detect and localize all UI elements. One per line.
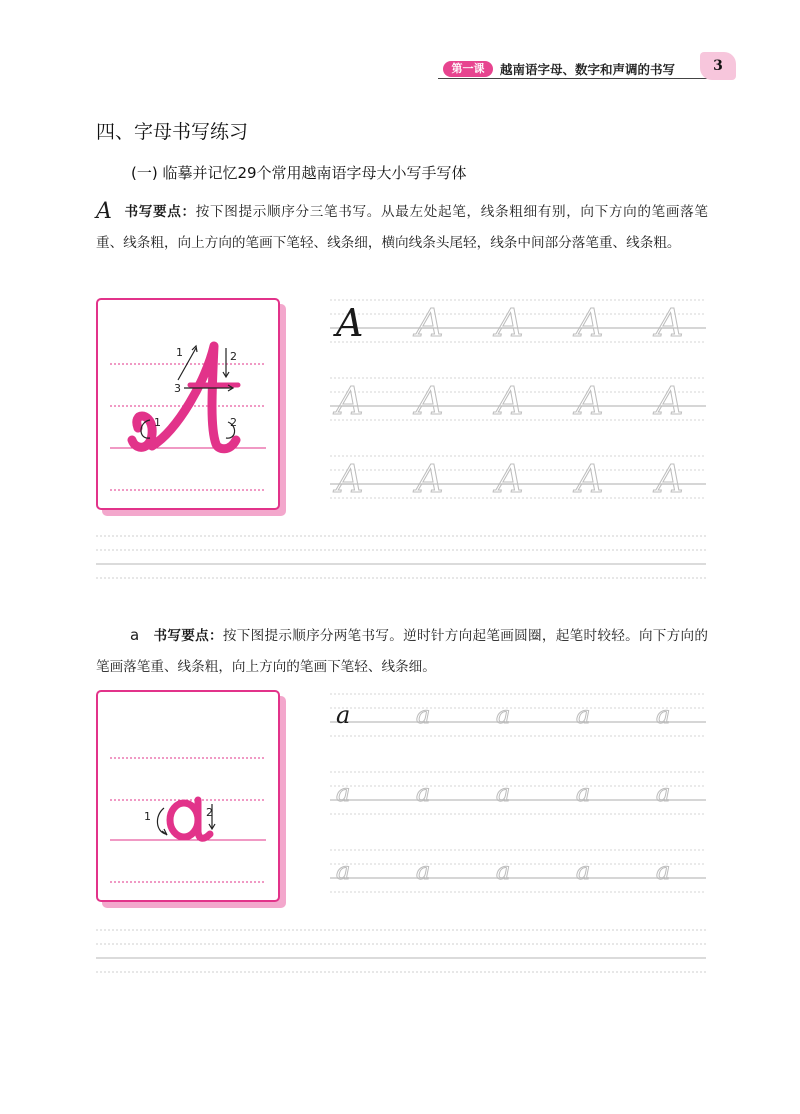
- stroke-number: 1: [144, 810, 151, 823]
- practice-letter: a: [576, 701, 591, 729]
- practice-letter: a: [496, 779, 511, 807]
- practice-letter: A: [656, 301, 684, 345]
- practice-letter: A: [336, 301, 364, 345]
- practice-letter: A: [496, 457, 524, 501]
- upper-demo-figure: [98, 300, 278, 508]
- practice-letter: A: [576, 301, 604, 345]
- header-rule: [438, 78, 710, 79]
- lower-practice-grid: [330, 688, 706, 902]
- lower-demo-figure: [98, 692, 278, 900]
- stroke-number: 2: [206, 806, 213, 819]
- stroke-number: 3: [174, 382, 181, 395]
- practice-letter: A: [496, 301, 524, 345]
- practice-letter: A: [576, 457, 604, 501]
- upper-text: 按下图提示顺序分三笔书写。从最左处起笔，线条粗细有别，向下方向的笔画落笔重、线条粗，向上方向的笔画下笔轻、线条细，横向线条头尾轻，线条中间部分落笔重、线条粗。: [96, 204, 709, 251]
- stroke-number: 2: [230, 350, 237, 363]
- upper-demo-box: [96, 298, 280, 510]
- practice-letter: a: [496, 701, 511, 729]
- practice-letter: a: [336, 857, 351, 885]
- practice-letter: A: [496, 379, 524, 423]
- stroke-number: 2: [230, 416, 237, 429]
- practice-letter: a: [496, 857, 511, 885]
- practice-letter: a: [336, 779, 351, 807]
- practice-letter: A: [336, 457, 364, 501]
- upper-glyph: A: [96, 199, 112, 224]
- practice-letter: a: [416, 701, 431, 729]
- upper-free-lines: [96, 534, 706, 586]
- subsection-title: (一) 临摹并记忆29个常用越南语字母大小写手写体: [131, 164, 467, 182]
- practice-letter: a: [416, 779, 431, 807]
- lower-free-lines: [96, 928, 706, 980]
- practice-letter: a: [656, 701, 671, 729]
- practice-letter: A: [336, 379, 364, 423]
- stroke-number: 1: [176, 346, 183, 359]
- lower-glyph: a: [130, 626, 140, 644]
- lesson-badge: 第一课: [443, 61, 493, 77]
- practice-letter: A: [416, 301, 444, 345]
- lower-label: 书写要点：: [153, 628, 223, 644]
- practice-letter: a: [576, 857, 591, 885]
- practice-letter: a: [336, 701, 351, 729]
- page-number: 3: [700, 52, 736, 80]
- practice-letter: A: [416, 457, 444, 501]
- practice-letter: A: [416, 379, 444, 423]
- practice-letter: a: [576, 779, 591, 807]
- lower-text: 按下图提示顺序分两笔书写。逆时针方向起笔画圆圈，起笔时较轻。向下方向的笔画落笔重、线条粗，向上方向的笔画下笔轻、线条细。: [96, 628, 709, 675]
- practice-letter: A: [656, 379, 684, 423]
- practice-letter: a: [656, 857, 671, 885]
- practice-letter: a: [656, 779, 671, 807]
- upper-practice-grid: [330, 294, 706, 508]
- upper-instructions: [96, 196, 708, 259]
- upper-label: 书写要点：: [123, 204, 196, 220]
- practice-letter: a: [416, 857, 431, 885]
- lower-demo-box: [96, 690, 280, 902]
- practice-letter: A: [576, 379, 604, 423]
- stroke-number: 1: [154, 416, 161, 429]
- section-title: 四、字母书写练习: [96, 121, 249, 143]
- lower-instructions: [96, 620, 708, 683]
- practice-letter: A: [656, 457, 684, 501]
- header-title: 越南语字母、数字和声调的书写: [500, 62, 676, 77]
